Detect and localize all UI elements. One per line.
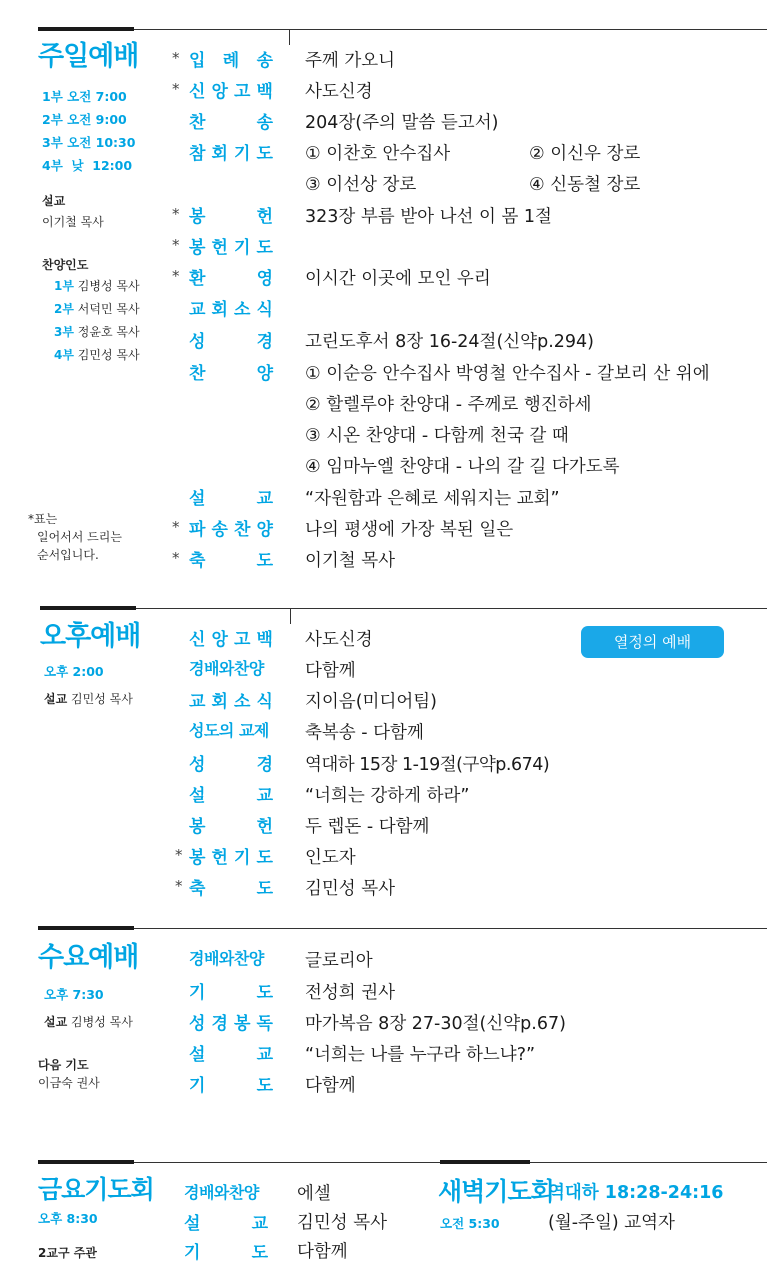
order-label: 경배와찬양 — [184, 1183, 259, 1202]
order-label: 교 회 소 식 — [189, 300, 273, 320]
order-label: 성 경 — [189, 755, 273, 775]
order-value: ④ 신동철 장로 — [529, 175, 641, 195]
dawn-time: 오전 5:30 — [440, 1216, 500, 1231]
order-label: 성도의 교제 — [189, 721, 269, 740]
sunday-sermon-label: 설교 — [42, 194, 66, 208]
order-value: 축복송 - 다함께 — [305, 723, 424, 743]
order-value: 다함께 — [305, 661, 356, 681]
star-mark: * — [172, 267, 180, 285]
order-value: ① 이찬호 안수집사 — [305, 144, 451, 164]
praise-leader-item: 4부 김민성 목사 — [54, 348, 140, 362]
order-value: ③ 시온 찬양대 - 다함께 천국 갈 때 — [305, 426, 569, 446]
section-divider — [38, 27, 134, 31]
order-label: 신 앙 고 백 — [189, 82, 273, 102]
praise-leader-item: 3부 정윤호 목사 — [54, 325, 140, 339]
order-label: 찬 송 — [189, 113, 273, 133]
order-value: 323장 부름 받아 나선 이 몸 1절 — [305, 207, 552, 227]
section-divider — [38, 926, 134, 930]
sunday-sermon-name: 이기철 목사 — [42, 215, 104, 229]
order-value: “너희는 나를 누구라 하느냐?” — [305, 1045, 536, 1065]
order-label: 설 교 — [189, 786, 273, 806]
praise-leader-label: 찬양인도 — [42, 258, 89, 272]
friday-title: 금요기도회 — [38, 1175, 154, 1204]
order-value: 마가복음 8장 27-30절(신약p.67) — [305, 1014, 566, 1034]
section-divider — [136, 608, 767, 609]
section-divider — [134, 29, 767, 30]
star-mark: * — [172, 205, 180, 223]
order-value: “너희는 강하게 하라” — [305, 786, 470, 806]
order-value: 이시간 이곳에 모인 우리 — [305, 269, 491, 289]
order-label: 봉 헌 기 도 — [189, 848, 273, 868]
order-value: 사도신경 — [305, 82, 373, 102]
order-label: 신 앙 고 백 — [189, 630, 273, 650]
order-value: 이기철 목사 — [305, 551, 396, 571]
order-label: 봉 헌 — [189, 207, 273, 227]
order-value: ② 이신우 장로 — [529, 144, 641, 164]
section-divider — [440, 1160, 530, 1164]
order-value: 에셀 — [297, 1184, 331, 1204]
order-value: 주께 가오니 — [305, 51, 396, 71]
order-label: 기 도 — [184, 1243, 268, 1263]
section-divider — [530, 1162, 767, 1163]
dawn-passage: 역대하 18:28-24:16 — [548, 1183, 724, 1203]
afternoon-sermon: 설교 김민성 목사 — [44, 692, 133, 706]
order-value: ① 이순응 안수집사 박영철 안수집사 - 갈보리 산 위에 — [305, 364, 710, 384]
section-divider — [134, 928, 767, 929]
afternoon-title: 오후예배 — [40, 621, 141, 652]
friday-host: 2교구 주관 — [38, 1246, 97, 1260]
order-label: 경배와찬양 — [189, 949, 264, 968]
order-label: 봉 헌 — [189, 817, 273, 837]
order-label: 기 도 — [189, 983, 273, 1003]
section-divider — [290, 608, 291, 624]
order-value: 204장(주의 말씀 듣고서) — [305, 113, 499, 133]
star-mark: * — [172, 236, 180, 254]
sunday-time-1: 1부 오전 7:00 — [42, 89, 127, 104]
order-value: 고린도후서 8장 16-24절(신약p.294) — [305, 332, 594, 352]
order-label: 설 교 — [184, 1214, 268, 1234]
order-value: ③ 이선상 장로 — [305, 175, 417, 195]
order-value: 전성희 권사 — [305, 983, 396, 1003]
order-label: 봉 헌 기 도 — [189, 238, 273, 258]
star-mark: * — [175, 846, 183, 864]
order-value: 사도신경 — [305, 630, 373, 650]
friday-time: 오후 8:30 — [38, 1211, 98, 1226]
order-label: 성 경 봉 독 — [189, 1014, 273, 1034]
order-value: 글로리아 — [305, 951, 373, 971]
sunday-time-4: 4부 낮 12:00 — [42, 158, 133, 173]
order-label: 교 회 소 식 — [189, 692, 273, 712]
standing-note: *표는 일어서서 드리는 순서입니다. — [28, 512, 122, 562]
star-mark: * — [172, 80, 180, 98]
order-label: 축 도 — [189, 879, 273, 899]
order-value: 다함께 — [297, 1242, 348, 1262]
star-mark: * — [172, 549, 180, 567]
order-value: 다함께 — [305, 1076, 356, 1096]
star-mark: * — [175, 877, 183, 895]
order-value: 두 렙돈 - 다함께 — [305, 817, 430, 837]
wednesday-title: 수요예배 — [38, 942, 139, 973]
star-mark: * — [172, 49, 180, 67]
praise-leader-item: 1부 김병성 목사 — [54, 279, 140, 293]
star-mark: * — [172, 518, 180, 536]
order-value: 인도자 — [305, 848, 356, 868]
praise-leader-item: 2부 서덕민 목사 — [54, 302, 140, 316]
order-value: 김민성 목사 — [305, 879, 396, 899]
afternoon-time: 오후 2:00 — [44, 664, 104, 679]
next-prayer-name: 이금숙 권사 — [38, 1076, 100, 1090]
sunday-title: 주일예배 — [38, 41, 139, 72]
wednesday-sermon: 설교 김병성 목사 — [44, 1015, 133, 1029]
passionate-worship-badge: 열정의 예배 — [581, 626, 724, 658]
wednesday-time: 오후 7:30 — [44, 987, 104, 1002]
order-label: 축 도 — [189, 551, 273, 571]
order-value: ④ 임마누엘 찬양대 - 나의 갈 길 다가도록 — [305, 457, 620, 477]
section-divider — [38, 1160, 134, 1164]
order-label: 찬 양 — [189, 364, 273, 384]
order-value: 지이음(미디어팀) — [305, 692, 437, 712]
order-value: 김민성 목사 — [297, 1213, 388, 1233]
section-divider — [40, 606, 136, 610]
star-mark: * — [28, 512, 34, 526]
order-value: 역대하 15장 1-19절(구약p.674) — [305, 755, 550, 775]
dawn-note: (월-주일) 교역자 — [548, 1213, 675, 1233]
sunday-time-2: 2부 오전 9:00 — [42, 112, 127, 127]
order-label: 성 경 — [189, 332, 273, 352]
order-value: ② 할렐루야 찬양대 - 주께로 행진하세 — [305, 395, 592, 415]
order-label: 설 교 — [189, 489, 273, 509]
order-label: 환 영 — [189, 269, 273, 289]
order-label: 기 도 — [189, 1076, 273, 1096]
order-label: 경배와찬양 — [189, 659, 264, 678]
next-prayer-label: 다음 기도 — [38, 1058, 89, 1072]
order-label: 설 교 — [189, 1045, 273, 1065]
order-label: 파 송 찬 양 — [189, 520, 273, 540]
order-label: 입 례 송 — [189, 51, 273, 71]
section-divider — [289, 29, 290, 45]
order-value: “자원함과 은혜로 세워지는 교회” — [305, 489, 560, 509]
order-value: 나의 평생에 가장 복된 일은 — [305, 520, 514, 540]
sunday-time-3: 3부 오전 10:30 — [42, 135, 136, 150]
dawn-title: 새벽기도회 — [438, 1177, 554, 1206]
order-label: 참 회 기 도 — [189, 144, 273, 164]
section-divider — [134, 1162, 440, 1163]
